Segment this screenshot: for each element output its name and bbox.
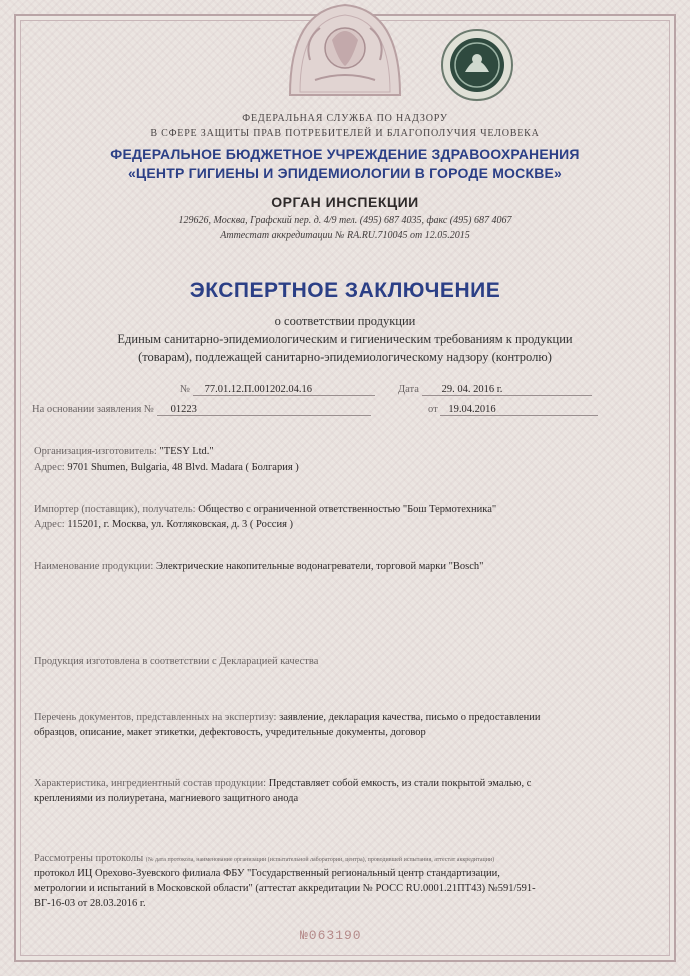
basis-label: На основании заявления № [32,404,154,415]
product-label: Наименование продукции: [34,561,154,572]
product-value: Электрические накопительные водонагреватели, торговой марки "Bosch" [155,561,484,572]
protocols-label-small: (№ дата протокола, наименование организации (испытательной лаборатории, центра), проводившей испытания, аттестат аккредитации) [145,857,495,863]
date-row [398,384,592,396]
protocols-row-3 [34,883,536,894]
documents-row-2 [34,727,426,738]
protocols-label: Рассмотрены протоколы [34,853,144,864]
characteristics-row [34,778,531,789]
characteristics-label: Характеристика, ингредиентный состав продукции: [34,778,267,789]
documents-line-2: образцов, описание, макет этикетки, дефектовость, учредительные документы, договор [34,727,426,738]
importer-address-label: Адрес: [34,519,65,530]
basis-value: 01223 [157,404,371,416]
manufacturer-address-row [34,462,299,473]
subtitle-line-1: о соответствии продукции [274,314,416,328]
characteristics-row-2 [34,793,298,804]
document-title: ЭКСПЕРТНОЕ ЗАКЛЮЧЕНИЕ [189,279,501,302]
protocols-line-4: ВГ-16-03 от 28.03.2016 г. [34,898,146,909]
manufacturer-label: Организация-изготовитель: [34,446,157,457]
agency-line-1: ФЕДЕРАЛЬНАЯ СЛУЖБА ПО НАДЗОРУ [242,113,448,124]
subtitle-line-2: Единым санитарно-эпидемиологическим и гигиеническим требованиям к продукции [117,332,573,346]
state-emblem-seal [270,0,420,100]
institution-line-1: ФЕДЕРАЛЬНОЕ БЮДЖЕТНОЕ УЧРЕЖДЕНИЕ ЗДРАВООХРАНЕНИЯ [110,146,580,162]
protocols-row-4 [34,898,146,909]
importer-name: Общество с ограниченной ответственностью "Бош Термотехника" [198,504,497,515]
product-row [34,561,483,572]
organ-address: 129626, Москва, Графский пер. д. 4/9 тел. (495) 687 4035, факс (495) 687 4067 [178,215,512,226]
organ-title: ОРГАН ИНСПЕКЦИИ [271,194,419,210]
date-value: 29. 04. 2016 г. [422,384,592,396]
manufacturer-address-label: Адрес: [34,462,65,473]
documents-row [34,712,541,723]
manufacturer-address: 9701 Shumen, Bulgaria, 48 Blvd. Madara ( Болгария ) [67,462,299,473]
from-label: от [428,404,438,415]
from-value: 19.04.2016 [440,404,598,416]
characteristics-line-2: креплениями из полиуретана, магниевого защитного анода [34,793,299,804]
protocols-row-2 [34,868,500,879]
basis-row [32,404,371,416]
importer-address: 115201, г. Москва, ул. Котляковская, д. 3 ( Россия ) [67,519,294,530]
protocols-row [34,853,494,864]
conclusion-number-row [180,384,375,396]
number-label: № [180,384,191,395]
importer-row [34,504,496,515]
manufacturer-name: "TESY Ltd." [159,446,214,457]
manufacturer-row [34,446,214,457]
made-per-text: Продукция изготовлена в соответствии с Декларацией качества [34,656,319,667]
institution-line-2: «ЦЕНТР ГИГИЕНЫ И ЭПИДЕМИОЛОГИИ В ГОРОДЕ МОСКВЕ» [127,165,563,181]
conclusion-number: 77.01.12.П.001202.04.16 [193,384,375,396]
made-per-row [34,656,318,667]
agency-line-2: В СФЕРЕ ЗАЩИТЫ ПРАВ ПОТРЕБИТЕЛЕЙ И БЛАГОПОЛУЧИЯ ЧЕЛОВЕКА [150,128,540,139]
importer-label: Импортер (поставщик), получатель: [34,504,196,515]
from-row [428,404,598,416]
characteristics-line-1: Представляет собой емкость, из стали покрытой эмалью, с [268,778,532,789]
subtitle-line-3: (товарам), подлежащей санитарно-эпидемиологическому надзору (контролю) [138,350,552,364]
importer-address-row [34,519,293,530]
documents-label: Перечень документов, представленных на экспертизу: [34,712,277,723]
protocols-line-2: протокол ИЦ Орехово-Зуевского филиала ФБУ "Государственный региональный центр стандартизации, [34,868,500,879]
attestation-line: Аттестат аккредитации № RA.RU.710045 от 12.05.2015 [220,230,470,241]
center-logo-seal [440,28,514,102]
documents-line-1: заявление, декларация качества, письмо о предоставлении [279,712,541,723]
protocols-line-3: метрологии и испытаний в Московской области" (аттестат аккредитации № РОСС RU.0001.21ПТ43) №591/591- [34,883,536,894]
date-label: Дата [398,384,419,395]
serial-number: №063190 [300,928,362,943]
